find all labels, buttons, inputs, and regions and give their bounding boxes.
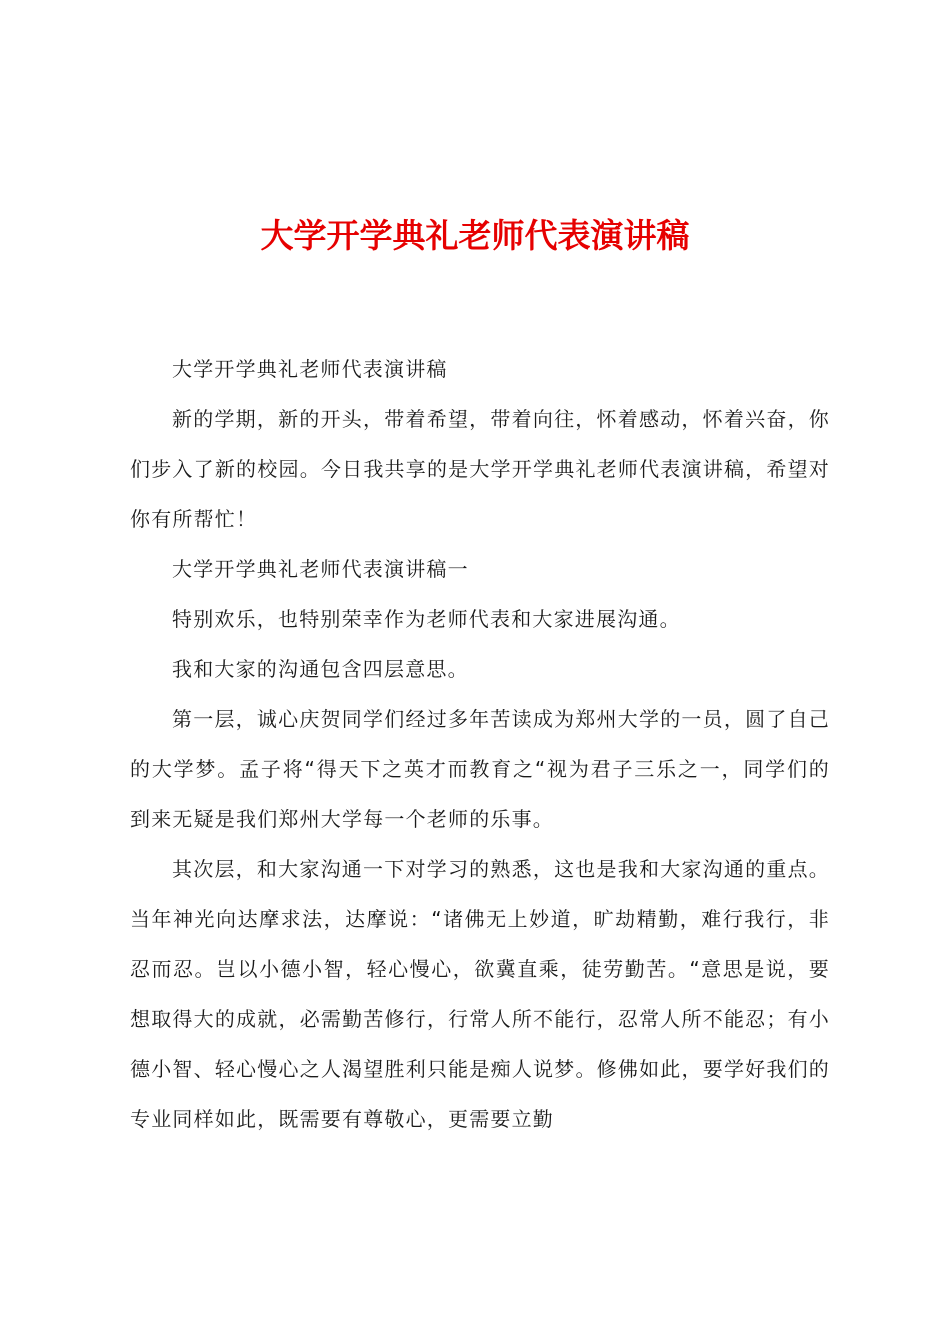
paragraph-four-points: 我和大家的沟通包含四层意思。 <box>172 657 469 681</box>
paragraph-second-point: 其次层，和大家沟通一下对学习的熟悉，这也是我和大家沟通的重点。当年神光向达摩求法，达摩说：“诸佛无上妙道，旷劫精勤，难行我行，非忍而忍。岂以小德小智，轻心慢心，欲冀直乘，徒劳勤苦。“意思是说，要想取得大的成就，必需勤苦修行，行常人所不能行，忍常人所不能忍；有小德小智、轻心慢心之人渴望胜利只能是痴人说梦。修佛如此，要学好我们的专业同样如此，既需要有尊敬心，更需要立勤 <box>130 857 830 1131</box>
paragraph-first-point: 第一层，诚心庆贺同学们经过多年苦读成为郑州大学的一员，圆了自己的大学梦。孟子将“得天下之英才而教育之“视为君子三乐之一，同学们的到来无疑是我们郑州大学每一个老师的乐事。 <box>130 707 830 831</box>
paragraph-greeting: 特别欢乐，也特别荣幸作为老师代表和大家进展沟通。 <box>172 607 681 631</box>
paragraph-intro: 新的学期，新的开头，带着希望，带着向往，怀着感动，怀着兴奋，你们步入了新的校园。今日我共享的是大学开学典礼老师代表演讲稿，希望对你有所帮忙！ <box>130 407 830 531</box>
document-title: 大学开学典礼老师代表演讲稿 <box>260 216 690 255</box>
paragraph-section-heading: 大学开学典礼老师代表演讲稿一 <box>172 557 469 581</box>
paragraph-subtitle: 大学开学典礼老师代表演讲稿 <box>172 357 448 381</box>
document-body <box>130 344 830 1144</box>
